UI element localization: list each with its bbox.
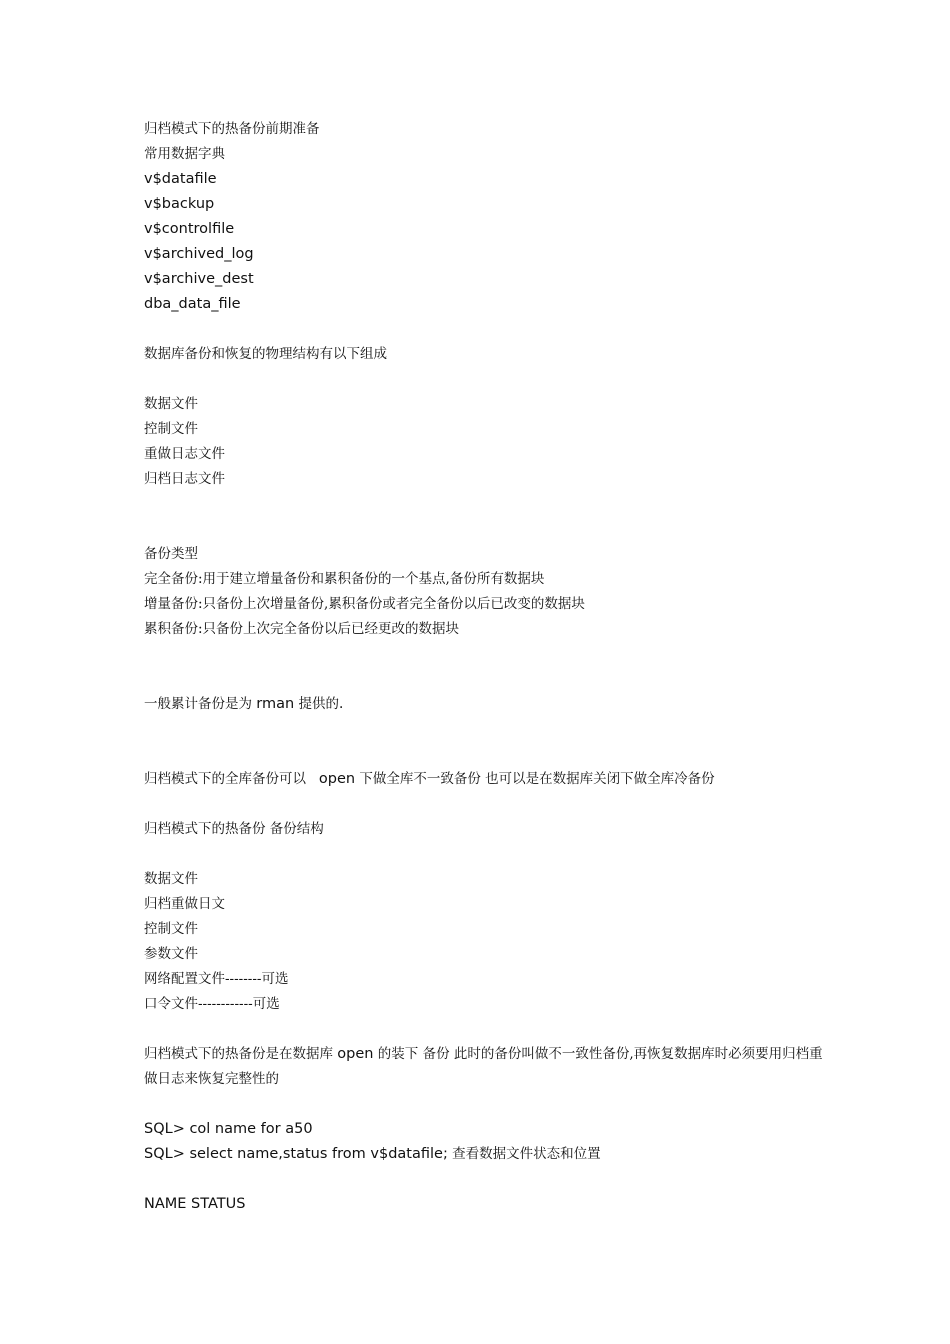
dict-item: v$datafile <box>144 171 217 187</box>
dict-item: v$backup <box>144 196 215 212</box>
sql-note: 查看数据文件状态和位置 <box>447 1146 601 1162</box>
structure-item: 归档日志文件 <box>144 471 225 487</box>
structure-heading: 数据库备份和恢复的物理结构有以下组成 <box>144 346 387 362</box>
spacer <box>144 842 824 867</box>
spacer <box>144 1017 824 1042</box>
result-header: NAME STATUS <box>144 1196 246 1212</box>
hot-structure-item: 归档重做日文 <box>144 896 225 912</box>
hot-structure-heading: 归档模式下的热备份 备份结构 <box>144 821 324 837</box>
spacer <box>144 1167 824 1192</box>
sql-code: SQL> select name,status from v$datafile; <box>144 1146 448 1162</box>
hot-backup-code: open <box>337 1046 374 1062</box>
hot-structure-item: 数据文件 <box>144 871 198 887</box>
sql-code: SQL> col name for a50 <box>144 1121 313 1137</box>
hot-structure-item: 控制文件 <box>144 921 198 937</box>
hot-structure-item: 口令文件------------可选 <box>144 996 280 1012</box>
sql-line <box>144 1117 824 1142</box>
document-page <box>144 117 824 1217</box>
rman-note-pre: 一般累计备份是为 <box>144 696 257 712</box>
sql-line <box>144 1142 824 1167</box>
dict-item: v$controlfile <box>144 221 235 237</box>
dict-item: v$archived_log <box>144 246 254 262</box>
spacer <box>144 1092 824 1117</box>
rman-note-post: 提供的. <box>294 696 344 712</box>
doc-title: 归档模式下的热备份前期准备 <box>144 121 320 137</box>
types-item: 完全备份:用于建立增量备份和累积备份的一个基点,备份所有数据块 <box>144 571 545 587</box>
types-item: 增量备份:只备份上次增量备份,累积备份或者完全备份以后已改变的数据块 <box>144 596 585 612</box>
spacer <box>144 317 824 342</box>
types-item: 累积备份:只备份上次完全备份以后已经更改的数据块 <box>144 621 460 637</box>
hot-structure-item: 参数文件 <box>144 946 198 962</box>
full-backup-post: 下做全库不一致备份 也可以是在数据库关闭下做全库冷备份 <box>355 771 715 787</box>
full-backup-pre: 归档模式下的全库备份可以 <box>144 771 319 787</box>
structure-item: 控制文件 <box>144 421 198 437</box>
dict-item: v$archive_dest <box>144 271 254 287</box>
dict-heading: 常用数据字典 <box>144 146 225 162</box>
hot-structure-item: 网络配置文件--------可选 <box>144 971 289 987</box>
spacer <box>144 492 824 542</box>
hot-backup-paragraph <box>144 1042 824 1092</box>
full-backup-note <box>144 767 824 792</box>
hot-backup-post: 的装下 备份 此时的备份叫做不一致性备份,再恢复数据库时必须要用归档重做日志来恢复完整性的 <box>144 1046 823 1087</box>
types-heading: 备份类型 <box>144 546 198 562</box>
spacer <box>144 717 824 767</box>
structure-item: 重做日志文件 <box>144 446 225 462</box>
spacer <box>144 792 824 817</box>
rman-note-code: rman <box>256 696 295 712</box>
structure-item: 数据文件 <box>144 396 198 412</box>
dict-item: dba_data_file <box>144 296 241 312</box>
hot-backup-pre: 归档模式下的热备份是在数据库 <box>144 1046 338 1062</box>
rman-note <box>144 692 824 717</box>
spacer <box>144 642 824 692</box>
full-backup-code: open <box>318 771 356 787</box>
spacer <box>144 367 824 392</box>
